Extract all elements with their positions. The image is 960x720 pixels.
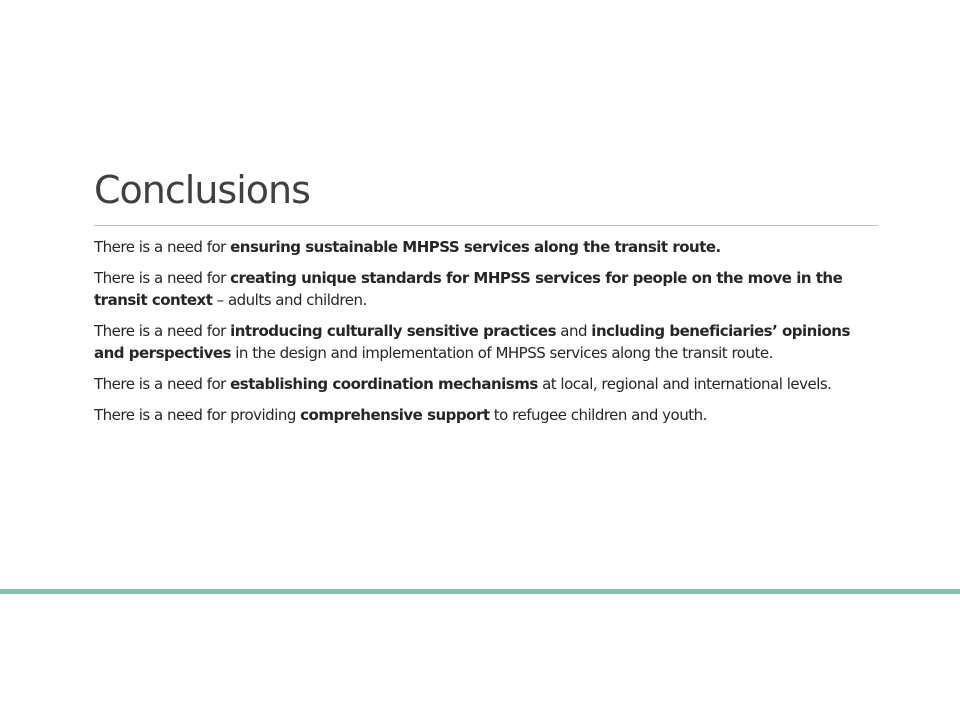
- slide-title: Conclusions: [94, 168, 310, 212]
- paragraph-text: There is a need for: [94, 322, 231, 340]
- conclusion-paragraph: [94, 267, 864, 311]
- conclusion-paragraph: [94, 320, 864, 364]
- paragraph-text: There is a need for: [94, 238, 231, 256]
- paragraph-text: and: [556, 322, 592, 340]
- paragraph-text: in the design and implementation of MHPSS services along the transit route.: [231, 344, 773, 362]
- paragraph-emphasis: comprehensive support: [300, 406, 490, 424]
- paragraph-text: There is a need for: [94, 375, 231, 393]
- conclusion-paragraph: [94, 373, 864, 395]
- title-divider: [94, 225, 878, 226]
- paragraph-emphasis: creating unique standards for MHPSS services for people on the move in the transit context: [94, 269, 843, 309]
- paragraph-emphasis: introducing culturally sensitive practices: [230, 322, 557, 340]
- slide-body: [94, 236, 864, 435]
- paragraph-emphasis: establishing coordination mechanisms: [230, 375, 538, 393]
- conclusion-paragraph: [94, 236, 864, 258]
- paragraph-text: to refugee children and youth.: [489, 406, 707, 424]
- conclusion-paragraph: [94, 404, 864, 426]
- paragraph-emphasis: including beneficiaries’ opinions and perspectives: [94, 322, 850, 362]
- paragraph-text: There is a need for providing: [94, 406, 301, 424]
- paragraph-text: – adults and children.: [212, 291, 367, 309]
- paragraph-text: at local, regional and international levels.: [537, 375, 832, 393]
- paragraph-text: There is a need for: [94, 269, 231, 287]
- paragraph-emphasis: ensuring sustainable MHPSS services along the transit route.: [230, 238, 721, 256]
- accent-band: [0, 589, 960, 594]
